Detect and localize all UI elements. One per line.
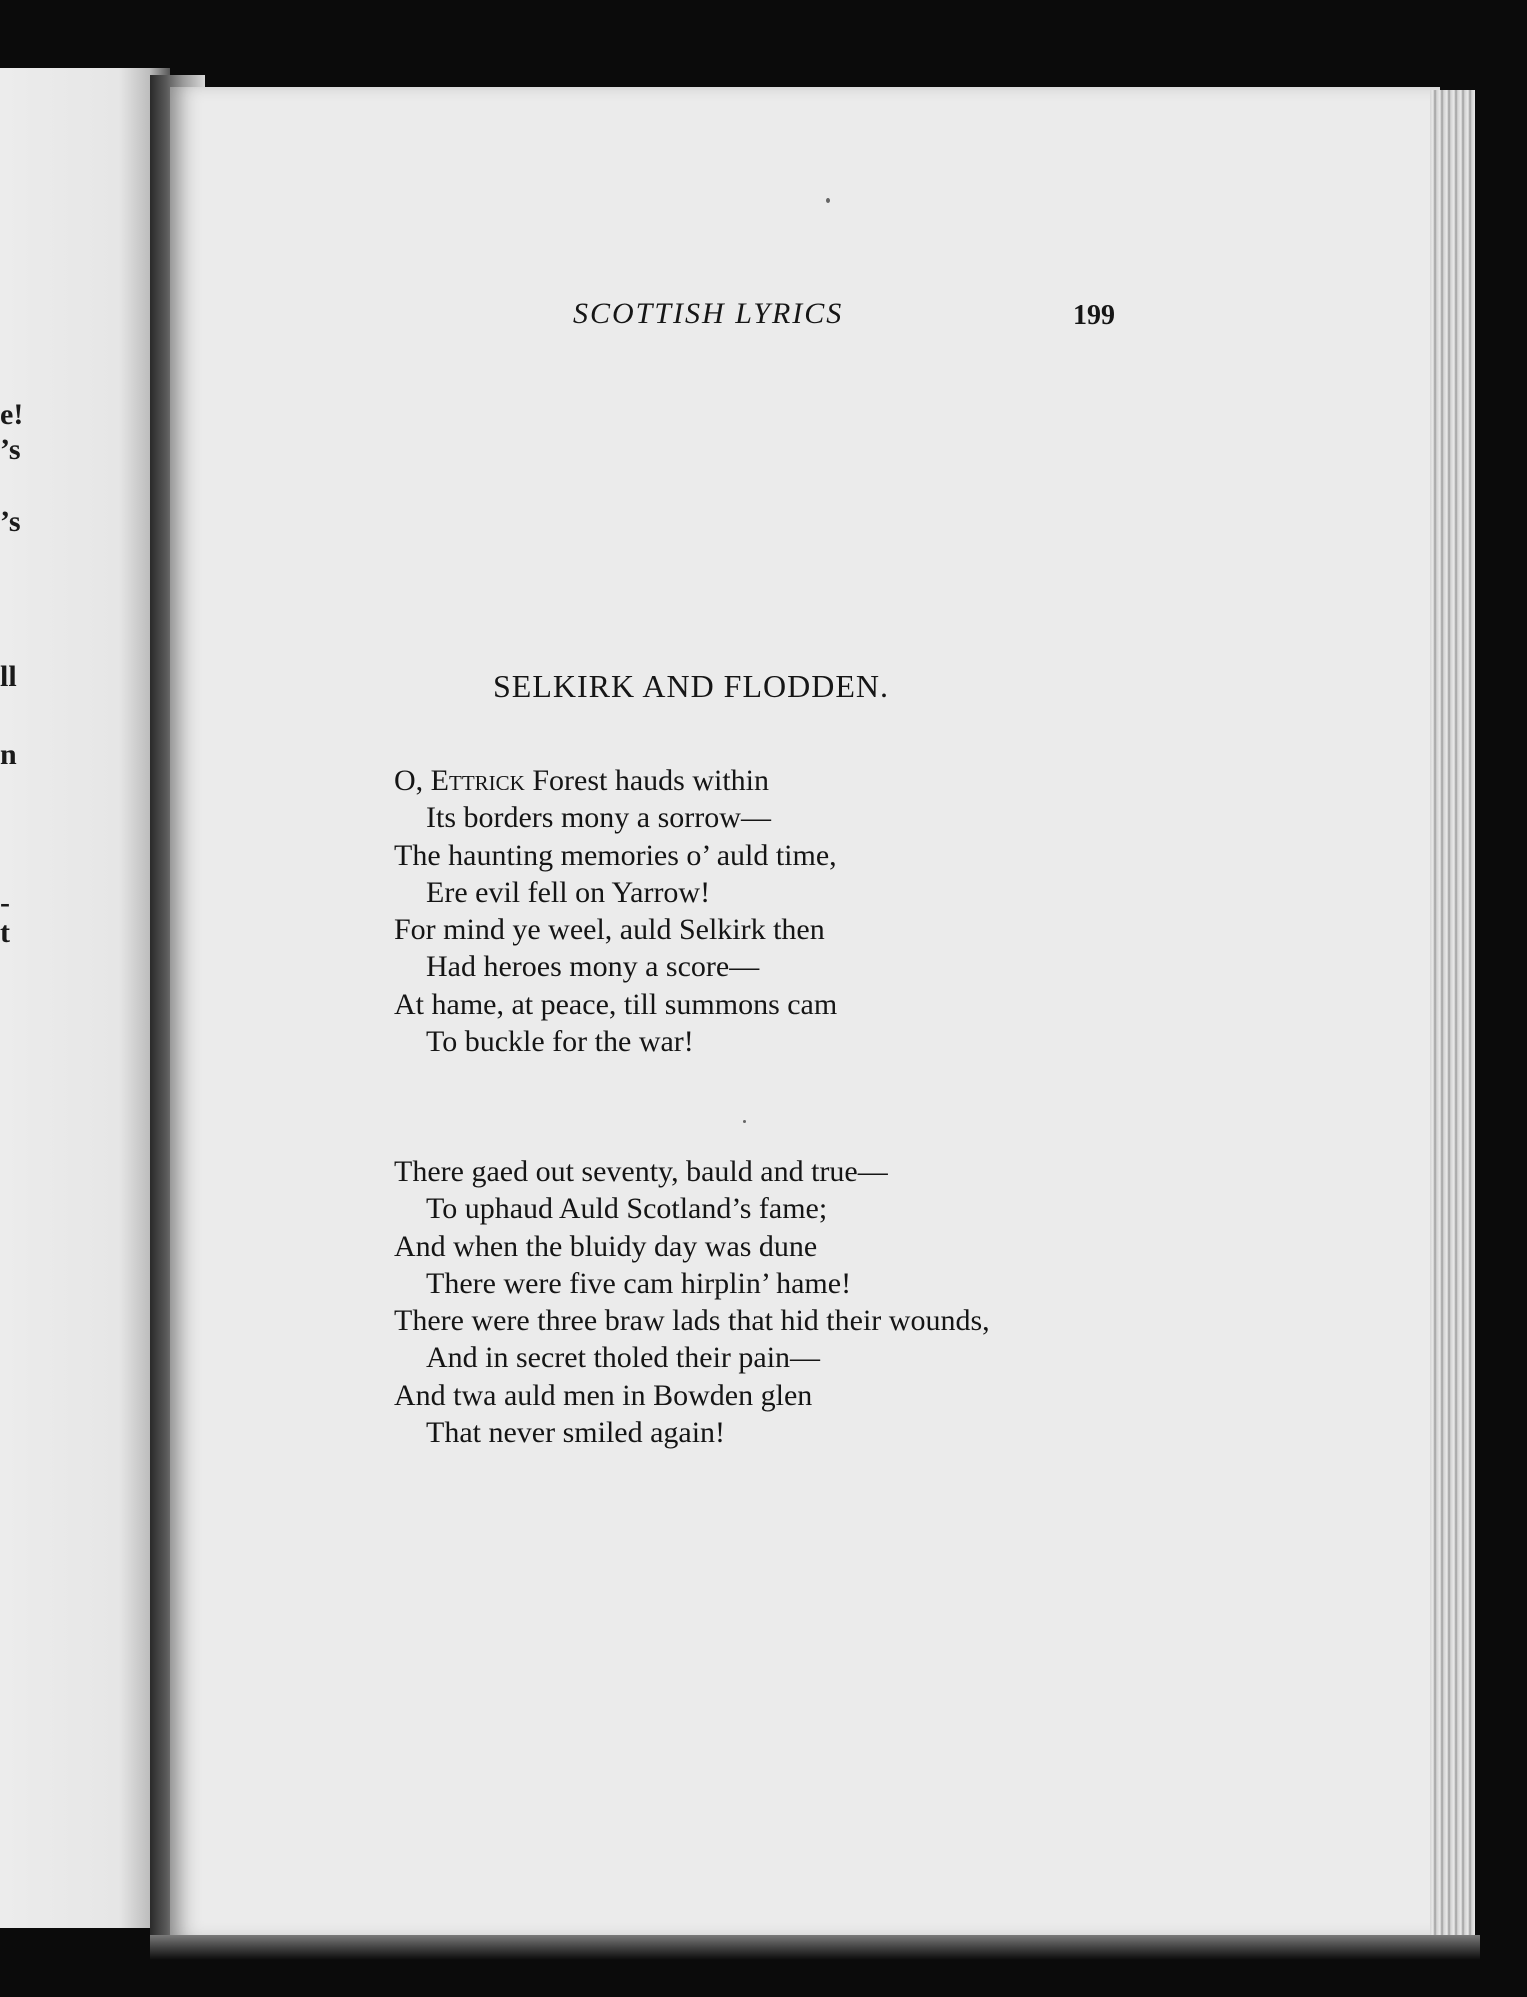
poem-line: To buckle for the war! — [426, 1025, 694, 1059]
poem-line: Its borders mony a sorrow— — [426, 801, 771, 835]
page-edges — [1430, 90, 1475, 1950]
poem-line: That never smiled again! — [426, 1416, 726, 1450]
poem-line: And when the bluidy day was dune — [394, 1229, 818, 1263]
left-page-fragment: n — [0, 738, 17, 771]
poem-line: To uphaud Auld Scotland’s fame; — [426, 1192, 828, 1226]
poem-line: And in secret tholed their pain— — [426, 1341, 821, 1375]
poem-title: SELKIRK AND FLODDEN. — [493, 668, 889, 704]
poem-line: There were three braw lads that hid their wounds, — [394, 1304, 990, 1338]
poem-line-smallcaps: Ettrick — [430, 764, 525, 797]
poem-line-lead: O, — [394, 764, 431, 797]
stanza-2 — [394, 1153, 990, 1451]
poem-line: Had heroes mony a score— — [426, 950, 760, 984]
previous-page-edge — [0, 68, 170, 1928]
poem-line — [394, 762, 837, 799]
stanza-1 — [394, 762, 837, 1060]
poem-line: There gaed out seventy, bauld and true— — [394, 1155, 888, 1188]
poem-line-rest: Forest hauds within — [524, 764, 769, 797]
left-page-fragment: ll — [0, 660, 17, 693]
left-page-fragment: - — [0, 886, 10, 919]
left-page-fragment: ’s — [0, 433, 21, 466]
poem-line: And twa auld men in Bowden glen — [394, 1378, 813, 1412]
poem-line: At hame, at peace, till summons cam — [394, 987, 838, 1021]
running-head: SCOTTISH LYRICS — [573, 297, 844, 330]
poem-line: There were five cam hirplin’ hame! — [426, 1266, 852, 1300]
poem-line: Ere evil fell on Yarrow! — [426, 875, 711, 909]
poem-line: For mind ye weel, auld Selkirk then — [394, 913, 825, 947]
page-number: 199 — [1073, 300, 1115, 331]
left-page-fragment: ’s — [0, 505, 21, 538]
paper-speck — [826, 198, 830, 203]
page-bottom-shadow — [150, 1935, 1480, 1960]
poem-line: The haunting memories o’ auld time, — [394, 838, 837, 872]
left-page-fragment: e! — [0, 398, 24, 431]
left-page-fragment: t — [0, 916, 10, 949]
paper-speck — [743, 1120, 746, 1123]
